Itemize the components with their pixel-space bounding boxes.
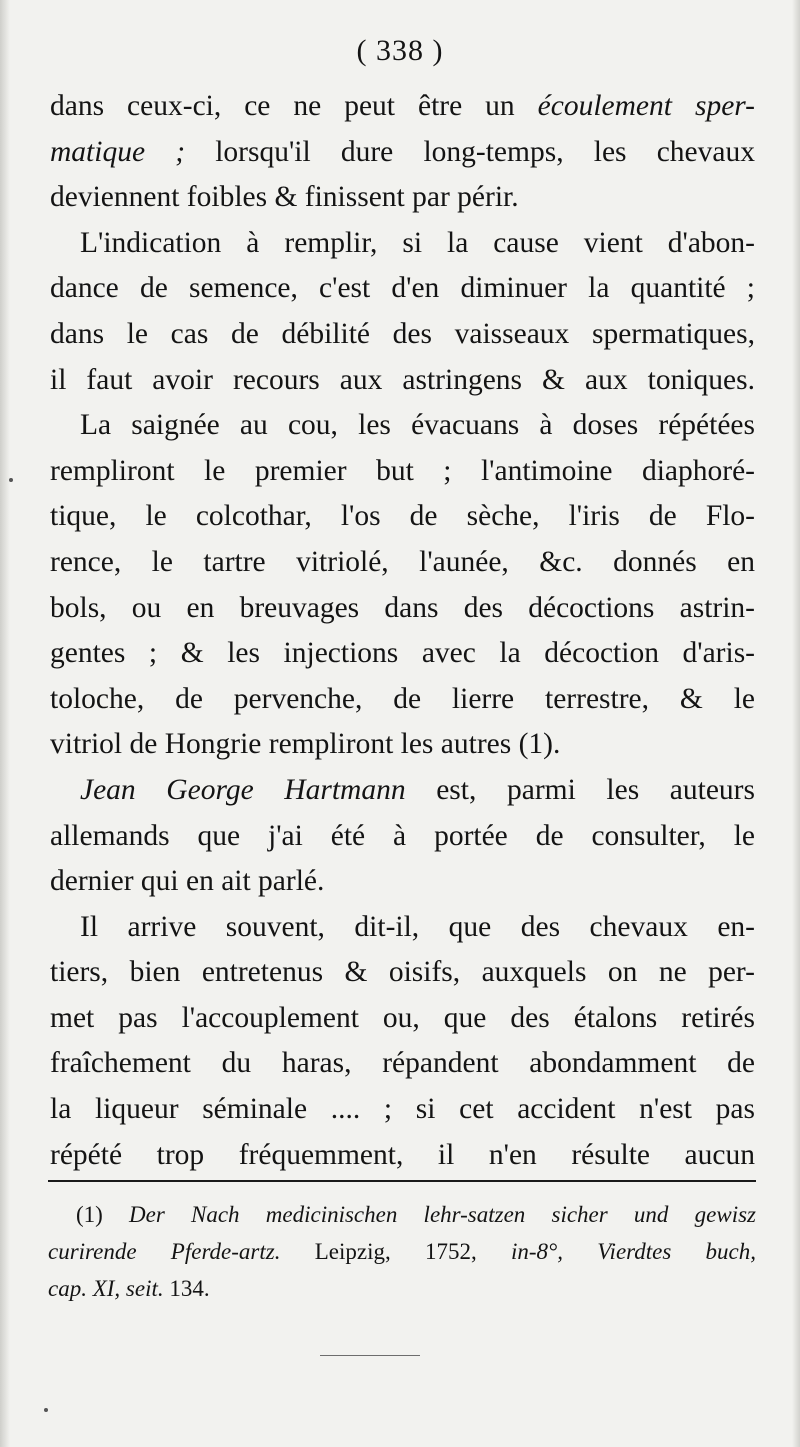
- footnote-text: Leipzig, 1752,: [280, 1239, 511, 1264]
- end-rule: [320, 1355, 420, 1356]
- footnote-rule: [48, 1180, 756, 1182]
- body-text: rempliront le premier but ; l'antimoine diaphoré-: [50, 454, 755, 487]
- body-text: est, parmi les auteurs: [405, 773, 755, 806]
- footnote-italic-text: cap. XI, seit.: [48, 1276, 164, 1301]
- body-line: [50, 677, 755, 723]
- body-text: rence, le tartre vitriolé, l'aunée, &c. donnés en: [50, 545, 755, 578]
- footnote-text: (1): [76, 1202, 130, 1227]
- body-line: [50, 312, 755, 358]
- body-line: [50, 266, 755, 312]
- body-line: [50, 1041, 755, 1087]
- body-text: dance de semence, c'est d'en diminuer la quantité ;: [50, 272, 755, 305]
- body-text: L'indication à remplir, si la cause vient d'abon-: [80, 226, 755, 259]
- footnote-italic-text: Der Nach medicinischen lehr-satzen sicher und gewisz: [129, 1202, 756, 1227]
- body-line: [50, 814, 755, 860]
- body-text: tique, le colcothar, l'os de sèche, l'iris de Flo-: [50, 500, 755, 533]
- page-number: ( 338 ): [356, 34, 444, 67]
- body-text: il faut avoir recours aux astringens & aux toniques.: [50, 363, 755, 396]
- body-line: [50, 540, 755, 586]
- body-italic-text: Jean George Hartmann: [80, 773, 406, 806]
- body-line: [50, 403, 755, 449]
- scan-edge-right: [792, 0, 800, 1447]
- body-line: [50, 84, 755, 130]
- footnote-line: [48, 1233, 756, 1270]
- scan-speck: [9, 478, 13, 482]
- body-text: deviennent foibles & finissent par périr.: [50, 181, 519, 214]
- body-text: lorsqu'il dure long-temps, les chevaux: [185, 135, 755, 168]
- body-line: [50, 449, 755, 495]
- body-text: dans le cas de débilité des vaisseaux spermatiques,: [50, 317, 755, 350]
- scan-speck: [44, 1408, 48, 1412]
- body-text: tiers, bien entretenus & oisifs, auxquels on ne per-: [50, 956, 755, 989]
- body-italic-text: écoulement sper-: [537, 90, 755, 122]
- footnote: [48, 1196, 756, 1307]
- body-line: [50, 358, 755, 404]
- body-line: [50, 996, 755, 1042]
- body-text: dans ceux-ci, ce ne peut être un: [50, 90, 538, 122]
- footnote-italic-text: in-8°, Vierdtes buch,: [510, 1239, 757, 1264]
- body-text: dernier qui en ait parlé.: [50, 865, 325, 898]
- body-line: [50, 221, 755, 267]
- footnote-line: [48, 1196, 756, 1233]
- footnote-line: [48, 1270, 756, 1307]
- body-line: [50, 130, 755, 176]
- body-text: répété trop fréquemment, il n'en résulte aucun: [50, 1138, 755, 1171]
- body-line: [50, 631, 755, 677]
- scan-edge-left: [0, 0, 10, 1447]
- body-text: gentes ; & les injections avec la décoction d'aris-: [50, 637, 755, 670]
- body-line: [50, 1133, 755, 1179]
- body-line: [50, 859, 755, 905]
- body-text: [50, 84, 755, 1178]
- footnote-italic-text: curirende Pferde-artz.: [48, 1239, 281, 1264]
- body-line: [50, 1087, 755, 1133]
- body-text: vitriol de Hongrie rempliront les autres (1).: [50, 728, 561, 761]
- body-text: allemands que j'ai été à portée de consulter, le: [50, 819, 755, 852]
- body-italic-text: matique ;: [50, 135, 186, 168]
- body-text: la liqueur séminale .... ; si cet accident n'est pas: [50, 1093, 755, 1126]
- body-line: [50, 950, 755, 996]
- body-text: met pas l'accouplement ou, que des étalons retirés: [50, 1001, 755, 1034]
- body-line: [50, 905, 755, 951]
- body-line: [50, 768, 755, 814]
- body-line: [50, 586, 755, 632]
- body-text: bols, ou en breuvages dans des décoctions astrin-: [50, 591, 755, 624]
- body-line: [50, 494, 755, 540]
- body-text: Il arrive souvent, dit-il, que des chevaux en-: [80, 910, 755, 943]
- footnote-text: 134.: [163, 1276, 210, 1301]
- body-text: fraîchement du haras, répandent abondamment de: [50, 1047, 755, 1080]
- body-text: toloche, de pervenche, de lierre terrestre, & le: [50, 682, 755, 715]
- body-line: [50, 175, 755, 221]
- body-text: La saignée au cou, les évacuans à doses répétées: [80, 409, 755, 442]
- body-line: [50, 722, 755, 768]
